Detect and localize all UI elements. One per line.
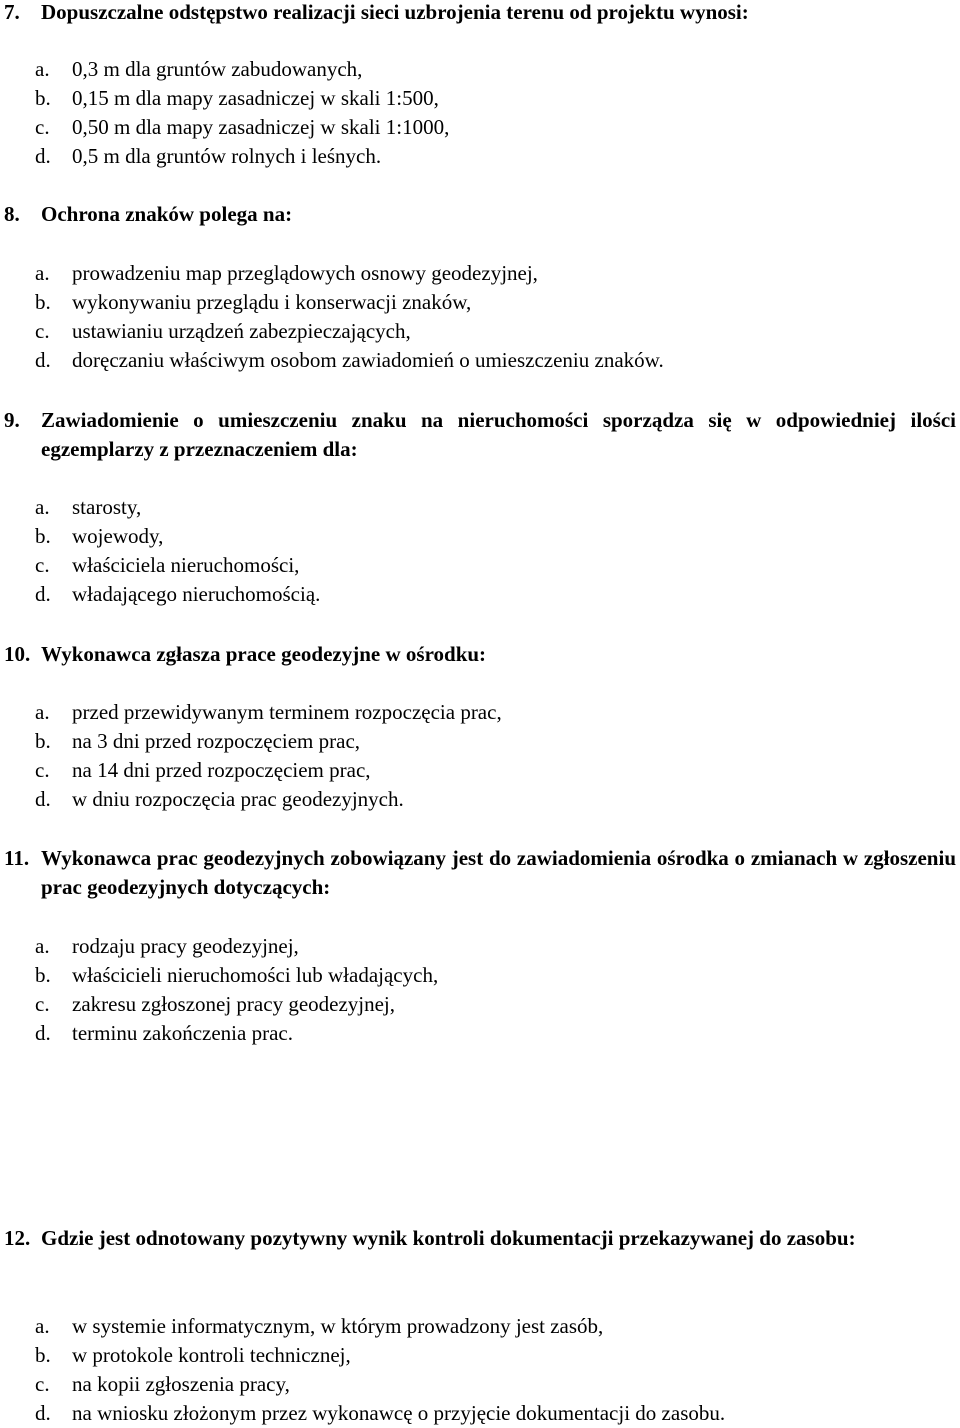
option-text: w systemie informatycznym, w którym prowadzony jest zasób, — [72, 1314, 604, 1338]
option-text: właścicieli nieruchomości lub władających, — [72, 963, 439, 987]
question-text: Zawiadomienie o umieszczeniu znaku na nieruchomości sporządza się w odpowiedniej ilości egzemplarzy z przeznaczeniem dla: — [41, 408, 956, 461]
option-text: doręczaniu właściwym osobom zawiadomień o umieszczeniu znaków. — [72, 348, 664, 372]
question-8-heading — [0, 200, 956, 229]
option-text: w protokole kontroli technicznej, — [72, 1343, 351, 1367]
option-letter: a. — [35, 57, 50, 81]
question-text: Dopuszczalne odstępstwo realizacji sieci uzbrojenia terenu od projektu wynosi: — [41, 0, 749, 24]
option-text: władającego nieruchomością. — [72, 582, 321, 606]
option-text: zakresu zgłoszonej pracy geodezyjnej, — [72, 992, 396, 1016]
option-text: na wniosku złożonym przez wykonawcę o przyjęcie dokumentacji do zasobu. — [72, 1401, 726, 1425]
option-text: starosty, — [72, 495, 142, 519]
option-text: na kopii zgłoszenia pracy, — [72, 1372, 290, 1396]
option-letter: d. — [35, 582, 51, 606]
option-text: 0,15 m dla mapy zasadniczej w skali 1:500, — [72, 86, 439, 110]
question-number: 9. — [4, 408, 20, 432]
option-text: wojewody, — [72, 524, 164, 548]
question-number: 12. — [4, 1226, 31, 1250]
question-number: 10. — [4, 642, 31, 666]
question-text: Ochrona znaków polega na: — [41, 202, 293, 226]
option-letter: c. — [35, 1372, 50, 1396]
option-letter: b. — [35, 729, 51, 753]
option-text: 0,50 m dla mapy zasadniczej w skali 1:1000, — [72, 115, 450, 139]
option-letter: a. — [35, 1314, 50, 1338]
option-letter: d. — [35, 144, 51, 168]
question-number: 7. — [4, 0, 20, 24]
option-letter: b. — [35, 86, 51, 110]
question-11-heading — [0, 844, 956, 902]
option-letter: d. — [35, 787, 51, 811]
option-letter: d. — [35, 1401, 51, 1425]
question-9-heading — [0, 406, 956, 464]
option-text: rodzaju pracy geodezyjnej, — [72, 934, 299, 958]
option-text: 0,5 m dla gruntów rolnych i leśnych. — [72, 144, 382, 168]
option-text: terminu zakończenia prac. — [72, 1021, 293, 1045]
option-text: właściciela nieruchomości, — [72, 553, 300, 577]
question-number: 11. — [4, 846, 30, 870]
option-text: przed przewidywanym terminem rozpoczęcia prac, — [72, 700, 502, 724]
option-letter: d. — [35, 1021, 51, 1045]
option-letter: d. — [35, 348, 51, 372]
option-text: prowadzeniu map przeglądowych osnowy geodezyjnej, — [72, 261, 538, 285]
option-text: wykonywaniu przeglądu i konserwacji znaków, — [72, 290, 472, 314]
option-text: na 3 dni przed rozpoczęciem prac, — [72, 729, 361, 753]
option-letter: a. — [35, 934, 50, 958]
option-letter: c. — [35, 992, 50, 1016]
question-text: Gdzie jest odnotowany pozytywny wynik kontroli dokumentacji przekazywanej do zasobu: — [41, 1226, 856, 1250]
option-letter: b. — [35, 290, 51, 314]
option-letter: a. — [35, 700, 50, 724]
question-10-heading — [0, 640, 956, 669]
question-12-heading — [0, 1224, 956, 1253]
option-text: 0,3 m dla gruntów zabudowanych, — [72, 57, 363, 81]
question-7-heading — [0, 0, 956, 27]
option-letter: b. — [35, 963, 51, 987]
option-letter: b. — [35, 524, 51, 548]
option-letter: c. — [35, 758, 50, 782]
option-letter: c. — [35, 115, 50, 139]
option-letter: c. — [35, 319, 50, 343]
option-letter: a. — [35, 261, 50, 285]
option-text: na 14 dni przed rozpoczęciem prac, — [72, 758, 371, 782]
question-text: Wykonawca prac geodezyjnych zobowiązany jest do zawiadomienia ośrodka o zmianach w zgłoszeniu prac geodezyjnych dotyczących: — [41, 846, 956, 899]
option-letter: c. — [35, 553, 50, 577]
question-text: Wykonawca zgłasza prace geodezyjne w ośrodku: — [41, 642, 487, 666]
question-number: 8. — [4, 202, 20, 226]
option-text: w dniu rozpoczęcia prac geodezyjnych. — [72, 787, 404, 811]
option-letter: b. — [35, 1343, 51, 1367]
option-letter: a. — [35, 495, 50, 519]
option-text: ustawianiu urządzeń zabezpieczających, — [72, 319, 411, 343]
